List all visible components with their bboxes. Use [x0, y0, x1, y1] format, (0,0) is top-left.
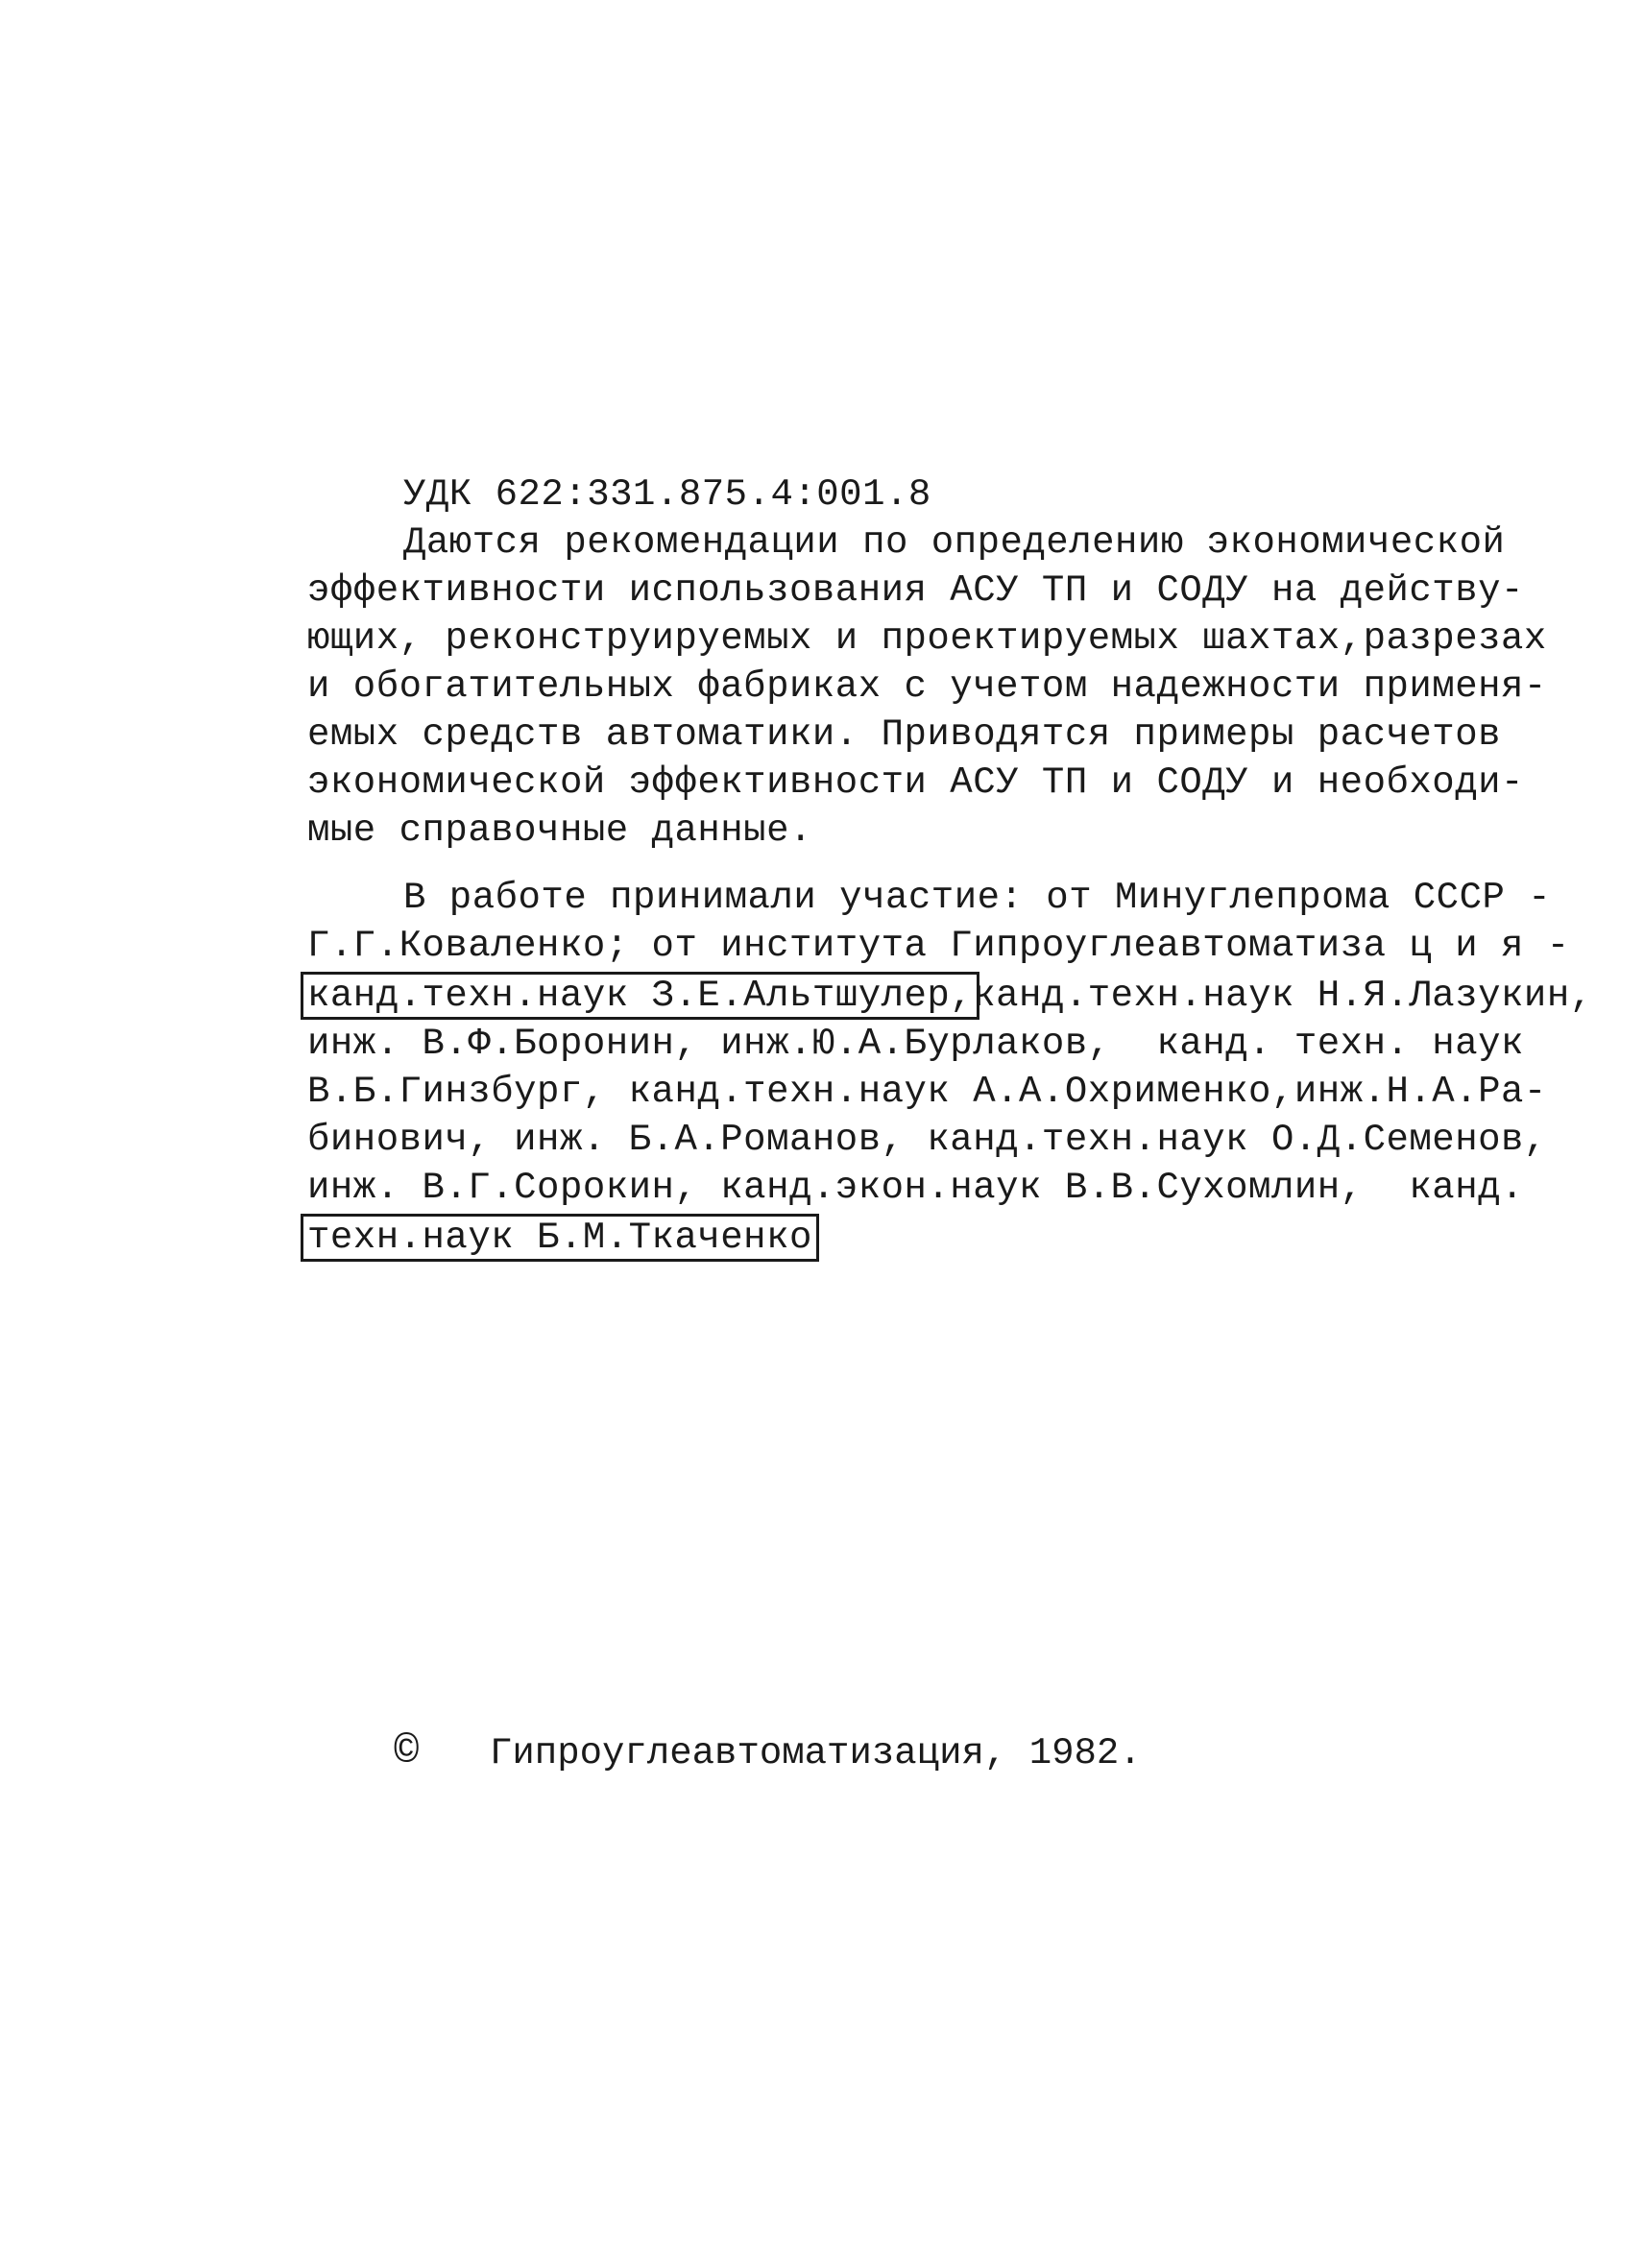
- udk-code: УДК 622:331.875.4:001.8: [403, 473, 931, 516]
- copyright-notice: [394, 1728, 1142, 1777]
- abstract-line: эффективности использования АСУ ТП и СОДУ на действу-: [307, 569, 1524, 612]
- participants-line: [307, 972, 1593, 1020]
- abstract-line: мые справочные данные.: [307, 809, 812, 852]
- participants-line: инж. В.Ф.Боронин, инж.Ю.А.Бурлаков, канд. техн. наук: [307, 1023, 1524, 1065]
- boxed-author-name: техн.наук Б.М.Ткаченко: [301, 1214, 819, 1262]
- participants-line: инж. В.Г.Сорокин, канд.экон.наук В.В.Сухомлин, канд.: [307, 1167, 1524, 1209]
- abstract-line: ющих, реконструируемых и проектируемых шахтах,разрезах: [307, 617, 1547, 660]
- abstract-line: и обогатительных фабриках с учетом надежности применя-: [307, 665, 1547, 708]
- participants-line: бинович, инж. Б.А.Романов, канд.техн.наук О.Д.Семенов,: [307, 1119, 1547, 1161]
- abstract-line: Даются рекомендации по определению экономической: [403, 521, 1506, 564]
- participants-text: канд.техн.наук Н.Я.Лазукин,: [973, 975, 1593, 1017]
- participants-line: Г.Г.Коваленко; от института Гипроуглеавтоматиза ц и я -: [307, 925, 1570, 967]
- boxed-author-name: канд.техн.наук З.Е.Альтшулер,: [301, 972, 979, 1020]
- copyright-icon: ©: [394, 1728, 420, 1776]
- abstract-line: емых средств автоматики. Приводятся примеры расчетов: [307, 713, 1501, 756]
- participants-line: [307, 1214, 812, 1262]
- abstract-line: экономической эффективности АСУ ТП и СОДУ и необходи-: [307, 761, 1524, 804]
- participants-line: В работе принимали участие: от Минуглепрома СССР -: [403, 877, 1552, 919]
- participants-line: В.Б.Гинзбург, канд.техн.наук А.А.Охрименко,инж.Н.А.Ра-: [307, 1071, 1547, 1113]
- copyright-text: Гипроуглеавтоматизация, 1982.: [490, 1732, 1142, 1774]
